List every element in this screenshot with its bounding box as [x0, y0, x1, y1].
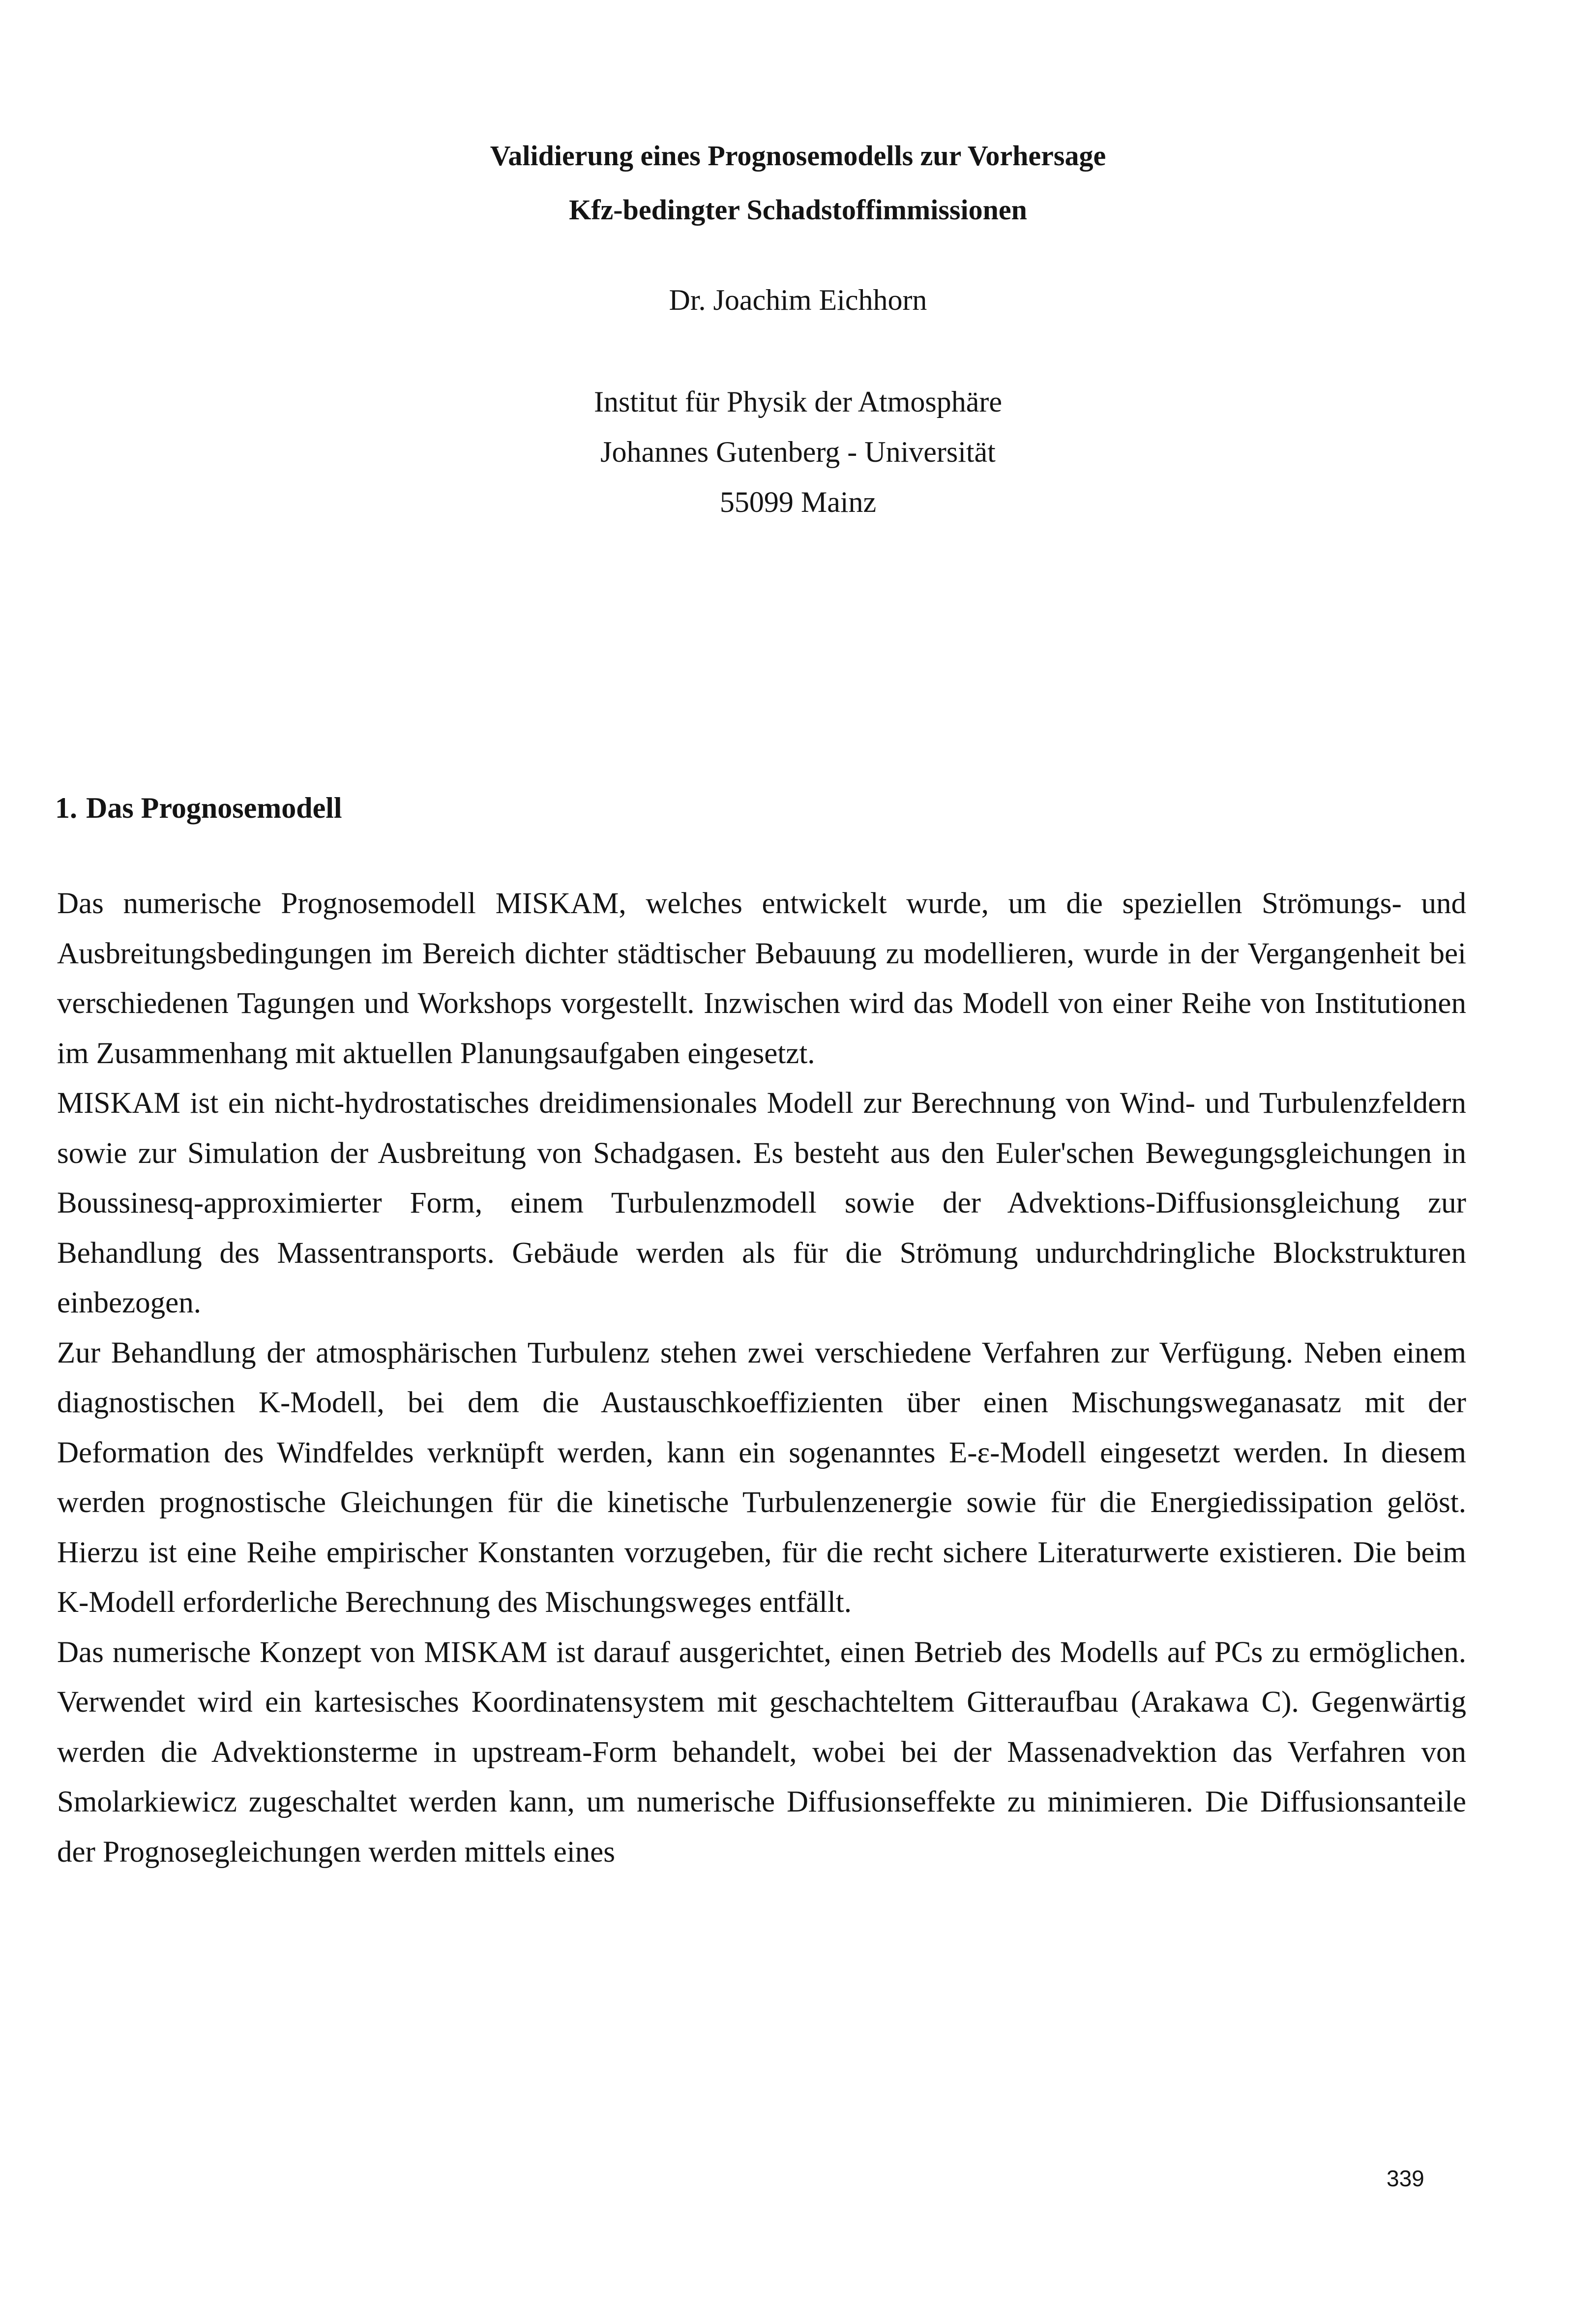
affiliation-university: Johannes Gutenberg - Universität — [600, 436, 996, 468]
author-name: Dr. Joachim Eichhorn — [669, 284, 927, 316]
body-text — [57, 879, 1466, 1877]
paper-title — [0, 129, 1596, 237]
paragraph: Das numerische Prognosemodell MISKAM, welches entwickelt wurde, um die speziellen Strömungs- und Ausbreitungsbedingungen im Bereich dichter städtischer Bebauung zu modellieren, wurde in der Vergangenheit bei verschiedenen Tagungen und Workshops vorgestellt. Inzwischen wird das Modell von einer Reihe von Institutionen im Zusammenhang mit aktuellen Planungsaufgaben eingesetzt. — [57, 887, 1466, 1070]
section-heading — [55, 786, 342, 830]
affiliation-block — [0, 377, 1596, 527]
paragraph: MISKAM ist ein nicht-hydrostatisches dreidimensionales Modell zur Berechnung von Wind- und Turbulenzfeldern sowie zur Simulation der Ausbreitung von Schadgasen. Es besteht aus den Euler'schen Bewegungsgleichungen in Boussinesq-approximierter Form, einem Turbulenzmodell sowie der Advektions-Diffusionsgleichung zur Behandlung des Massentransports. Gebäude werden als für die Strömung undurchdringliche Blockstrukturen einbezogen. — [57, 1087, 1466, 1319]
section-number: 1. — [55, 792, 77, 824]
affiliation-city: 55099 Mainz — [719, 486, 877, 518]
title-line-1: Validierung eines Prognosemodells zur Vorhersage — [490, 140, 1106, 172]
title-line-2: Kfz-bedingter Schadstoffimmissionen — [569, 194, 1027, 226]
paragraph: Zur Behandlung der atmosphärischen Turbulenz stehen zwei verschiedene Verfahren zur Verfügung. Neben einem diagnostischen K-Modell, bei dem die Austauschkoeffizienten über einen Mischungsweganasatz mit der Deformation des Windfeldes verknüpft werden, kann ein sogenanntes E-ε-Modell eingesetzt werden. In diesem werden prognostische Gleichungen für die kinetische Turbulenzenergie sowie für die Energiedissipation gelöst. Hierzu ist eine Reihe empirischer Konstanten vorzugeben, für die recht sichere Literaturwerte existieren. Die beim K-Modell erforderliche Berechnung des Mischungsweges entfällt. — [57, 1336, 1466, 1619]
paragraph: Das numerische Konzept von MISKAM ist darauf ausgerichtet, einen Betrieb des Modells auf PCs zu ermöglichen. Verwendet wird ein kartesisches Koordinatensystem mit geschachteltem Gitteraufbau (Arakawa C). Gegenwärtig werden die Advektionsterme in upstream-Form behandelt, wobei bei der Massenadvektion das Verfahren von Smolarkiewicz zugeschaltet werden kann, um numerische Diffusionseffekte zu minimieren. Die Diffusionsanteile der Prognosegleichungen werden mittels eines — [57, 1635, 1466, 1869]
page-number: 339 — [1387, 2166, 1424, 2191]
affiliation-institute: Institut für Physik der Atmosphäre — [594, 386, 1002, 418]
section-title: Das Prognosemodell — [86, 792, 342, 824]
